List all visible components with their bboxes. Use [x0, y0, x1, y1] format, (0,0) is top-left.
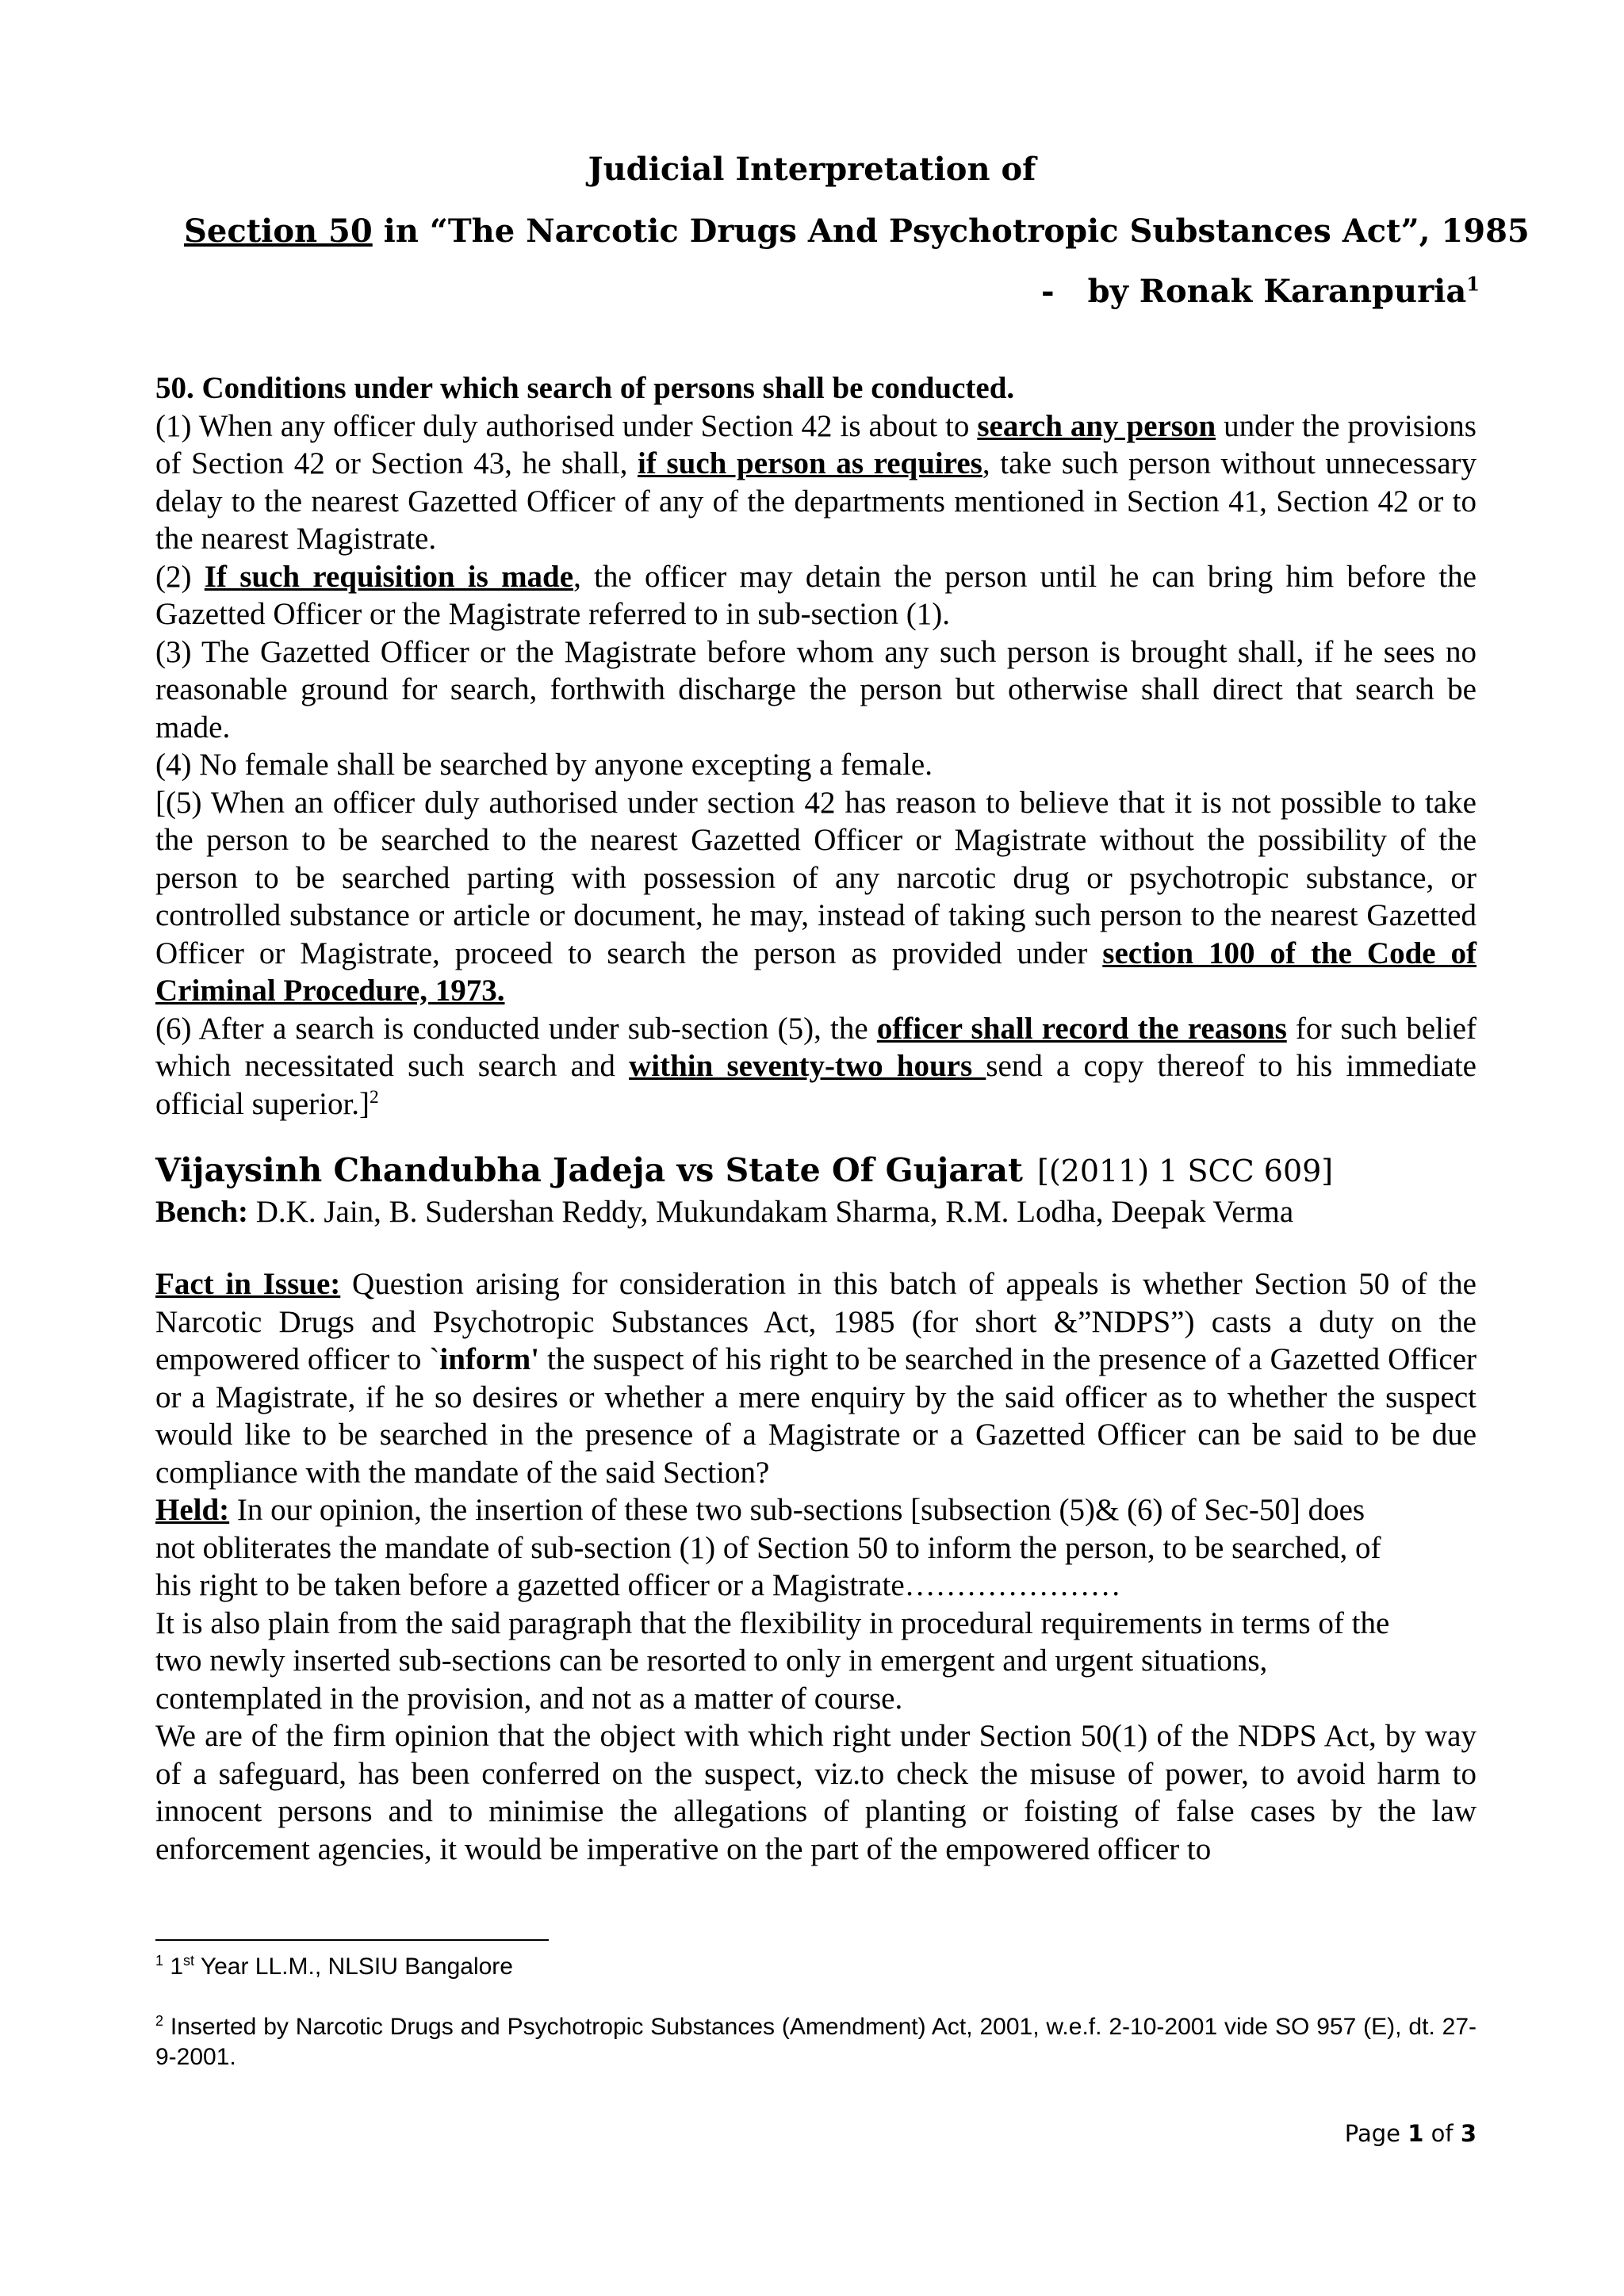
author-name: by Ronak Karanpuria	[1087, 273, 1467, 310]
footnote-ref-2: 2	[370, 1086, 379, 1108]
byline-dash: -	[1040, 273, 1055, 310]
held-paragraph-3: We are of the firm opinion that the object with which right under Section 50(1) of the NDPS Act, by way of a safeguard, has been conferred on the suspect, viz.to check the misuse of power, to avoid harm to innocent persons and to minimise the allegations of planting or foisting of false cases by the law enforcement agencies, it would be imperative on the part of the empowered officer to	[155, 1719, 1477, 1866]
subsection-6: (6) After a search is conducted under sub-section (5), the officer shall record the reasons for such belief which necessitated such search and within seventy-two hours send a copy thereof to his immediate official superior.]$^2$	[155, 1011, 1477, 1121]
title-line-2	[184, 212, 1530, 250]
subsection-5: [(5) When an officer duly authorised under section 42 has reason to believe that it is not possible to take the person to be searched to the nearest Gazetted Officer or Magistrate without the possibility of the person to be searched parting with possession of any narcotic drug or psychotropic substance, or controlled substance or article or document, he may, instead of taking such person to the nearest Gazetted Officer or Magistrate, proceed to search the person as provided under section 100 of the Code of Criminal Procedure, 1973.	[155, 785, 1477, 1008]
current-page: 1	[1408, 2120, 1424, 2147]
subsection-1: (1) When any officer duly authorised under Section 42 is about to search any person under the provisions of Section 42 or Section 43, he shall, if such person as requires, take such person without unnecessary delay to the nearest Gazetted Officer of any of the departments mentioned in Section 41, Section 42 or to the nearest Magistrate.	[155, 408, 1477, 556]
section-heading: 50. Conditions under which search of persons shall be conducted.	[155, 371, 1015, 405]
title-section-ref: Section 50	[184, 212, 373, 250]
held-label: Held:	[155, 1493, 230, 1527]
held-paragraph-2: It is also plain from the said paragraph that the flexibility in procedural requirements in terms of the two newly inserted sub-sections can be resorted to only in emergent and urgent situations, contemplated in the provision, and not as a matter of course.	[155, 1605, 1390, 1716]
section-50-text	[155, 369, 1477, 1123]
footnote-separator	[155, 1939, 549, 1941]
case-title	[155, 1151, 1503, 1189]
page-number: Page 1 of 3	[1344, 2120, 1477, 2147]
case-body	[155, 1265, 1477, 1868]
fact-label: Fact in Issue:	[155, 1267, 341, 1301]
case-name: Vijaysinh Chandubha Jadeja vs State Of Gujarat	[155, 1151, 1023, 1189]
bench-judges: D.K. Jain, B. Sudershan Reddy, Mukundakam Sharma, R.M. Lodha, Deepak Verma	[248, 1195, 1294, 1229]
held-paragraph: Held: In our opinion, the insertion of these two sub-sections [subsection (5)& (6) of Sec-50] does not obliterates the mandate of sub-section (1) of Section 50 to inform the person, to be searched, of his right to be taken before a gazetted officer or a Magistrate…………………	[155, 1493, 1381, 1602]
bench-line	[155, 1194, 1293, 1230]
footnote-ref-1: 1	[1466, 272, 1480, 296]
title-act-name: in “The Narcotic Drugs And Psychotropic Substances Act”, 1985	[372, 212, 1530, 250]
total-pages: 3	[1460, 2120, 1477, 2147]
footnote-2: $^2$ Inserted by Narcotic Drugs and Psychotropic Substances (Amendment) Act, 2001, w.e.f. 2-10-2001 vide SO 957 (E), dt. 27-9-2001.	[155, 2013, 1477, 2070]
subsection-4: (4) No female shall be searched by anyone excepting a female.	[155, 748, 933, 782]
subsection-2: (2) If such requisition is made, the officer may detain the person until he can bring him before the Gazetted Officer or the Magistrate referred to in sub-section (1).	[155, 559, 1477, 631]
title-line-1: Judicial Interpretation of	[588, 151, 1036, 188]
footnote-1: $^1$ 1st Year LL.M., NLSIU Bangalore	[155, 1953, 513, 1980]
bench-label: Bench:	[155, 1195, 248, 1229]
fact-in-issue: Fact in Issue: Question arising for consideration in this batch of appeals is whether Section 50 of the Narcotic Drugs and Psychotropic Substances Act, 1985 (for short &”NDPS”) casts a duty on the empowered officer to `inform' the suspect of his right to be searched in the presence of a Gazetted Officer or a Magistrate, if he so desires or whether a mere enquiry by the said officer as to whether the suspect would like to be searched in the presence of a Magistrate or a Gazetted Officer can be said to be due compliance with the mandate of the said Section?	[155, 1267, 1477, 1490]
case-citation: [(2011) 1 SCC 609]	[1037, 1154, 1334, 1188]
author-byline	[1041, 273, 1480, 310]
subsection-3: (3) The Gazetted Officer or the Magistrate before whom any such person is brought shall, if he sees no reasonable ground for search, forthwith discharge the person but otherwise shall direct that search be made.	[155, 634, 1477, 744]
